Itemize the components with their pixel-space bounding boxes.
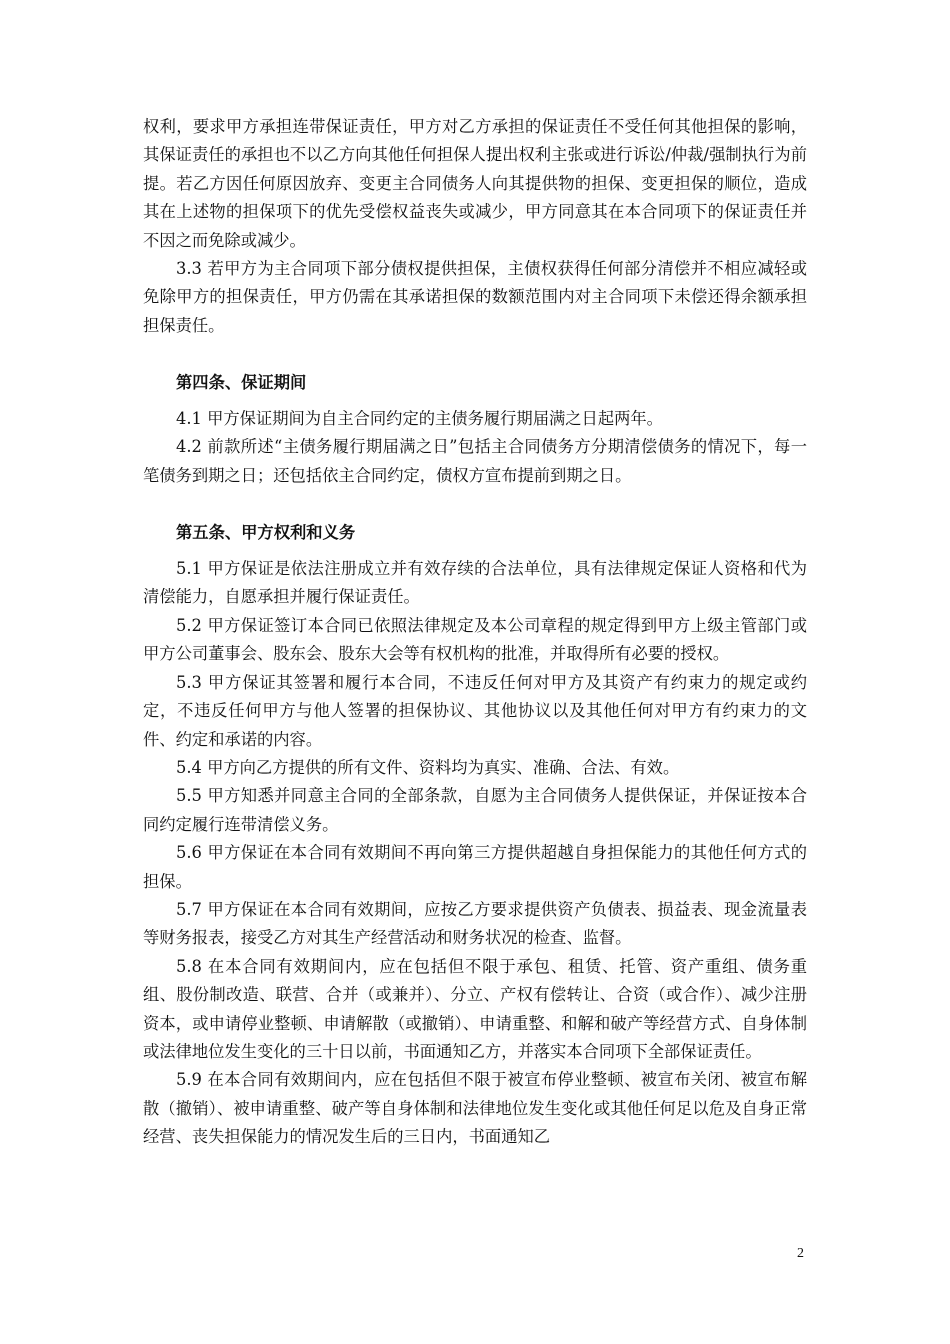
paragraph-4-1: 4.1 甲方保证期间为自主合同约定的主债务履行期届满之日起两年。 — [176, 409, 663, 429]
article-5-heading: 第五条、甲方权利和义务 — [176, 522, 356, 542]
paragraph-5-5: 5.5 甲方知悉并同意主合同的全部条款，自愿为主合同债务人提供保证，并保证按本合同约定履行连带清偿义务。 — [143, 786, 807, 834]
paragraph-5-1: 5.1 甲方保证是依法注册成立并有效存续的合法单位，具有法律规定保证人资格和代为清偿能力，自愿承担并履行保证责任。 — [143, 559, 807, 607]
paragraph-4-2: 4.2 前款所述“主债务履行期届满之日”包括主合同债务方分期清偿债务的情况下，每一笔债务到期之日；还包括依主合同约定，债权方宣布提前到期之日。 — [143, 437, 807, 485]
paragraph-5-3: 5.3 甲方保证其签署和履行本合同，不违反任何对甲方及其资产有约束力的规定或约定，不违反任何甲方与他人签署的担保协议、其他协议以及其他任何对甲方有约束力的文件、约定和承诺的内容。 — [143, 672, 807, 749]
paragraph-5-2: 5.2 甲方保证签订本合同已依照法律规定及本公司章程的规定得到甲方上级主管部门或甲方公司董事会、股东会、股东大会等有权机构的批准，并取得所有必要的授权。 — [143, 615, 807, 664]
spacer — [143, 547, 807, 555]
paragraph-5-6: 5.6 甲方保证在本合同有效期间不再向第三方提供超越自身担保能力的其他任何方式的担保。 — [143, 843, 807, 891]
spacer — [143, 490, 807, 518]
spacer — [143, 340, 807, 368]
paragraph-5-9: 5.9 在本合同有效期间内，应在包括但不限于被宣布停业整顿、被宣布关闭、被宣布解散（撤销）、被申请重整、破产等自身体制和法律地位发生变化或其他任何足以危及自身正常经营、丧失担保能力的情况发生后的三日内，书面通知乙 — [143, 1070, 807, 1147]
paragraph-5-7: 5.7 甲方保证在本合同有效期间，应按乙方要求提供资产负债表、损益表、现金流量表等财务报表，接受乙方对其生产经营活动和财务状况的检查、监督。 — [143, 899, 807, 948]
paragraph-3-3: 3.3 若甲方为主合同项下部分债权提供担保，主债权获得任何部分清偿并不相应减轻或免除甲方的担保责任，甲方仍需在其承诺担保的数额范围内对主合同项下未偿还得余额承担担保责任。 — [143, 259, 807, 335]
document-body — [143, 113, 807, 1152]
paragraph-5-8: 5.8 在本合同有效期间内，应在包括但不限于承包、租赁、托管、资产重组、债务重组、股份制改造、联营、合并（或兼并）、分立、产权有偿转让、合资（或合作）、减少注册资本，或申请停业整顿、申请解散（或撤销）、申请重整、和解和破产等经营方式、自身体制或法律地位发生变化的三十日以前，书面通知乙方，并落实本合同项下全部保证责任。 — [143, 956, 807, 1061]
spacer — [143, 397, 807, 405]
article-4-heading: 第四条、保证期间 — [176, 372, 307, 392]
paragraph-continuation: 权利，要求甲方承担连带保证责任，甲方对乙方承担的保证责任不受任何其他担保的影响，其保证责任的承担也不以乙方向其他任何担保人提出权利主张或进行诉讼/仲裁/强制执行为前提。若乙方因任何原因放弃、变更主合同债务人向其提供物的担保、变更担保的顺位，造成其在上述物的担保项下的优先受偿权益丧失或减少，甲方同意其在本合同项下的保证责任并不因之而免除或减少。 — [143, 117, 807, 250]
page-number: 2 — [797, 1246, 804, 1261]
paragraph-5-4: 5.4 甲方向乙方提供的所有文件、资料均为真实、准确、合法、有效。 — [176, 757, 680, 777]
